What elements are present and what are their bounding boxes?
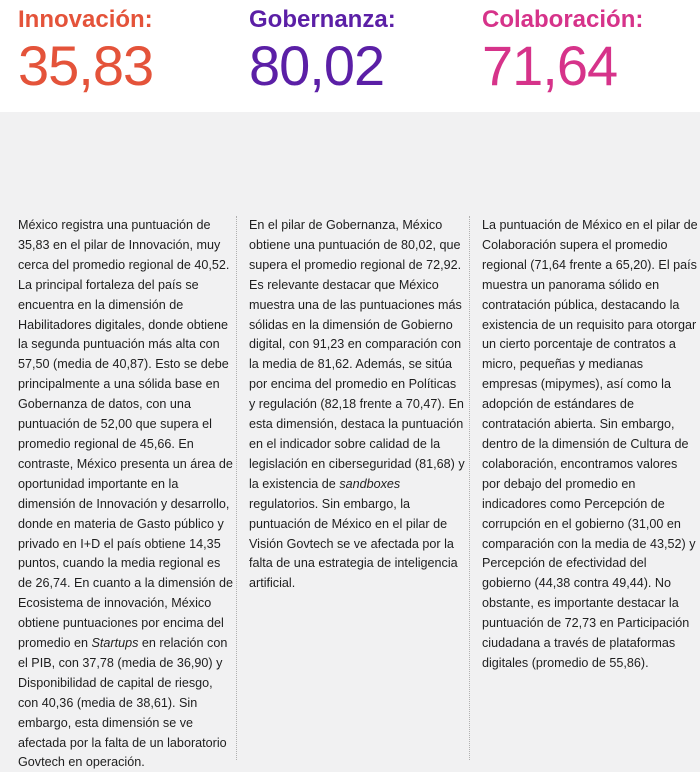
collaboration-score: 71,64 (482, 34, 618, 97)
governance-header (249, 0, 396, 97)
governance-text (249, 216, 465, 594)
innovation-text (18, 216, 234, 773)
column-divider-1 (236, 216, 238, 760)
collaboration-header (482, 0, 643, 97)
collaboration-text (482, 216, 698, 674)
innovation-text-part-2: en relación con el PIB, con 37,78 (media de 36,90) y Disponibilidad de capital de riesgo, con 40,36 (media de 38,61). Sin embargo, esta dimensión se ve afectada por la falta de un laboratorio Govtech en operación. (18, 636, 228, 770)
collaboration-text-part-1: La puntuación de México en el pilar de Colaboración supera el promedio regional (71,64 frente a 65,20). El país muestra un panorama sólido en contratación pública, destacando la existencia de un requisito para otorgar un cierto porcentaje de contratos a micro, pequeñas y medianas empresas (mipymes), así como la adopción de estándares de contratación abierta. Sin embargo, dentro de la dimensión de Cultura de colaboración, encontramos valores por debajo del promedio en indicadores como Percepción de corrupción en el gobierno (31,00 en comparación con la media de 43,52) y Percepción de efectividad del gobierno (44,38 contra 49,44). No obstante, es importante destacar la puntuación de 72,73 en Participación ciudadana a través de plataformas digitales (promedio de 55,86). (482, 218, 698, 670)
governance-text-part-2: regulatorios. Sin embargo, la puntuación de México en el pilar de Visión Govtech se ve afectada por la falta de una estrategia de inteligencia artificial. (249, 496, 458, 591)
governance-label: Gobernanza: (249, 6, 396, 33)
pillar-headers (0, 0, 700, 110)
governance-text-part-1: En el pilar de Gobernanza, México obtiene una puntuación de 80,02, que supera el promedio regional de 72,92. Es relevante destacar que México muestra una de las puntuaciones más sólidas en la dimensión de Gobierno digital, con 91,23 en comparación con la media de 81,62. Además, se sitúa por encima del promedio en Políticas y regulación (82,18 frente a 70,47). En esta dimensión, destaca la puntuación en el indicador sobre calidad de la legislación en ciberseguridad (81,68) y la existencia de (249, 218, 465, 491)
column-divider-2 (469, 216, 471, 760)
governance-score: 80,02 (249, 34, 385, 97)
innovation-text-part-1: México registra una puntuación de 35,83 en el pilar de Innovación, muy cerca del promedio regional de 40,52. La principal fortaleza del país se encuentra en la dimensión de Habilitadores digitales, donde obtiene la segunda puntuación más alta con 57,50 (media de 40,87). Esto se debe principalmente a una sólida base en Gobernanza de datos, con una puntuación de 52,00 que supera el promedio regional de 45,66. En contraste, México presenta un área de oportunidad importante en la dimensión de Innovación y desarrollo, donde en materia de Gasto público y privado en I+D el país obtiene 14,35 puntos, cuando la media regional es de 26,74. En cuanto a la dimensión de Ecosistema de innovación, México obtiene puntuaciones por encima del promedio en (18, 218, 233, 651)
innovation-score: 35,83 (18, 34, 154, 97)
governance-text-italic: sandboxes (339, 476, 401, 491)
innovation-text-italic: Startups (91, 636, 139, 651)
innovation-header (18, 0, 153, 97)
collaboration-label: Colaboración: (482, 6, 644, 33)
innovation-label: Innovación: (18, 6, 153, 33)
